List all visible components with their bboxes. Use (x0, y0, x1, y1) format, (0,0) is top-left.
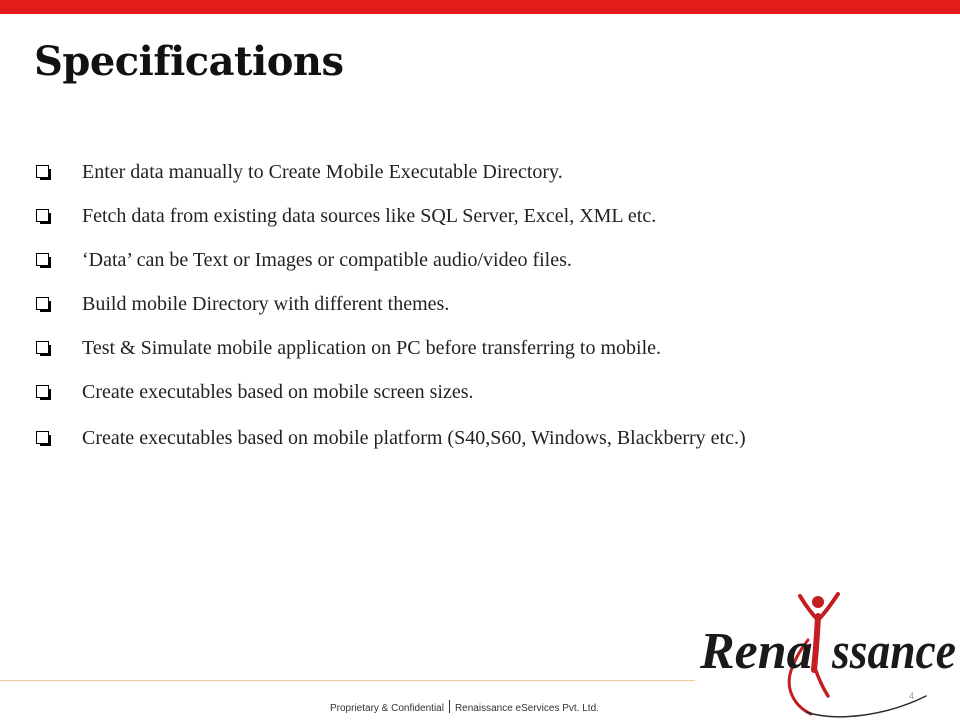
company-logo (696, 584, 960, 720)
footer-company-text: Renaissance eServices Pvt. Ltd. (454, 703, 599, 714)
bullet-text: Build mobile Directory with different themes. (82, 292, 450, 315)
logo-text-left: Rena (700, 623, 813, 680)
slide-title: Specifications (34, 38, 344, 85)
bullet-item (36, 194, 746, 238)
checkbox-bullet-icon (36, 165, 50, 179)
bullet-item (36, 238, 746, 282)
checkbox-bullet-icon (36, 253, 50, 267)
footer-confidential-text: Proprietary & Confidential (330, 703, 444, 714)
footer (330, 700, 599, 714)
logo-bottom-swoosh-icon (806, 696, 926, 717)
bullet-item (36, 282, 746, 326)
checkbox-bullet-icon (36, 385, 50, 399)
bullet-text: Create executables based on mobile screen sizes. (82, 380, 474, 403)
bullet-text: Test & Simulate mobile application on PC before transferring to mobile. (82, 336, 662, 359)
bullet-text: Enter data manually to Create Mobile Executable Directory. (82, 160, 563, 183)
bullet-item (36, 370, 746, 414)
footer-divider (0, 680, 695, 681)
checkbox-bullet-icon (36, 341, 50, 355)
bullet-text: Fetch data from existing data sources like SQL Server, Excel, XML etc. (82, 204, 657, 227)
checkbox-bullet-icon (36, 297, 50, 311)
bullet-item (36, 416, 746, 460)
page-number: 4 (909, 691, 915, 701)
bullet-list (36, 150, 746, 460)
footer-separator (449, 700, 450, 713)
top-accent-bar (0, 0, 960, 14)
logo-text-right: ssance (831, 623, 956, 680)
bullet-item (36, 326, 746, 370)
bullet-text: ‘Data’ can be Text or Images or compatible audio/video files. (82, 248, 572, 271)
bullet-text: Create executables based on mobile platform (S40,S60, Windows, Blackberry etc.) (82, 426, 746, 449)
checkbox-bullet-icon (36, 209, 50, 223)
bullet-item (36, 150, 746, 194)
checkbox-bullet-icon (36, 431, 50, 445)
